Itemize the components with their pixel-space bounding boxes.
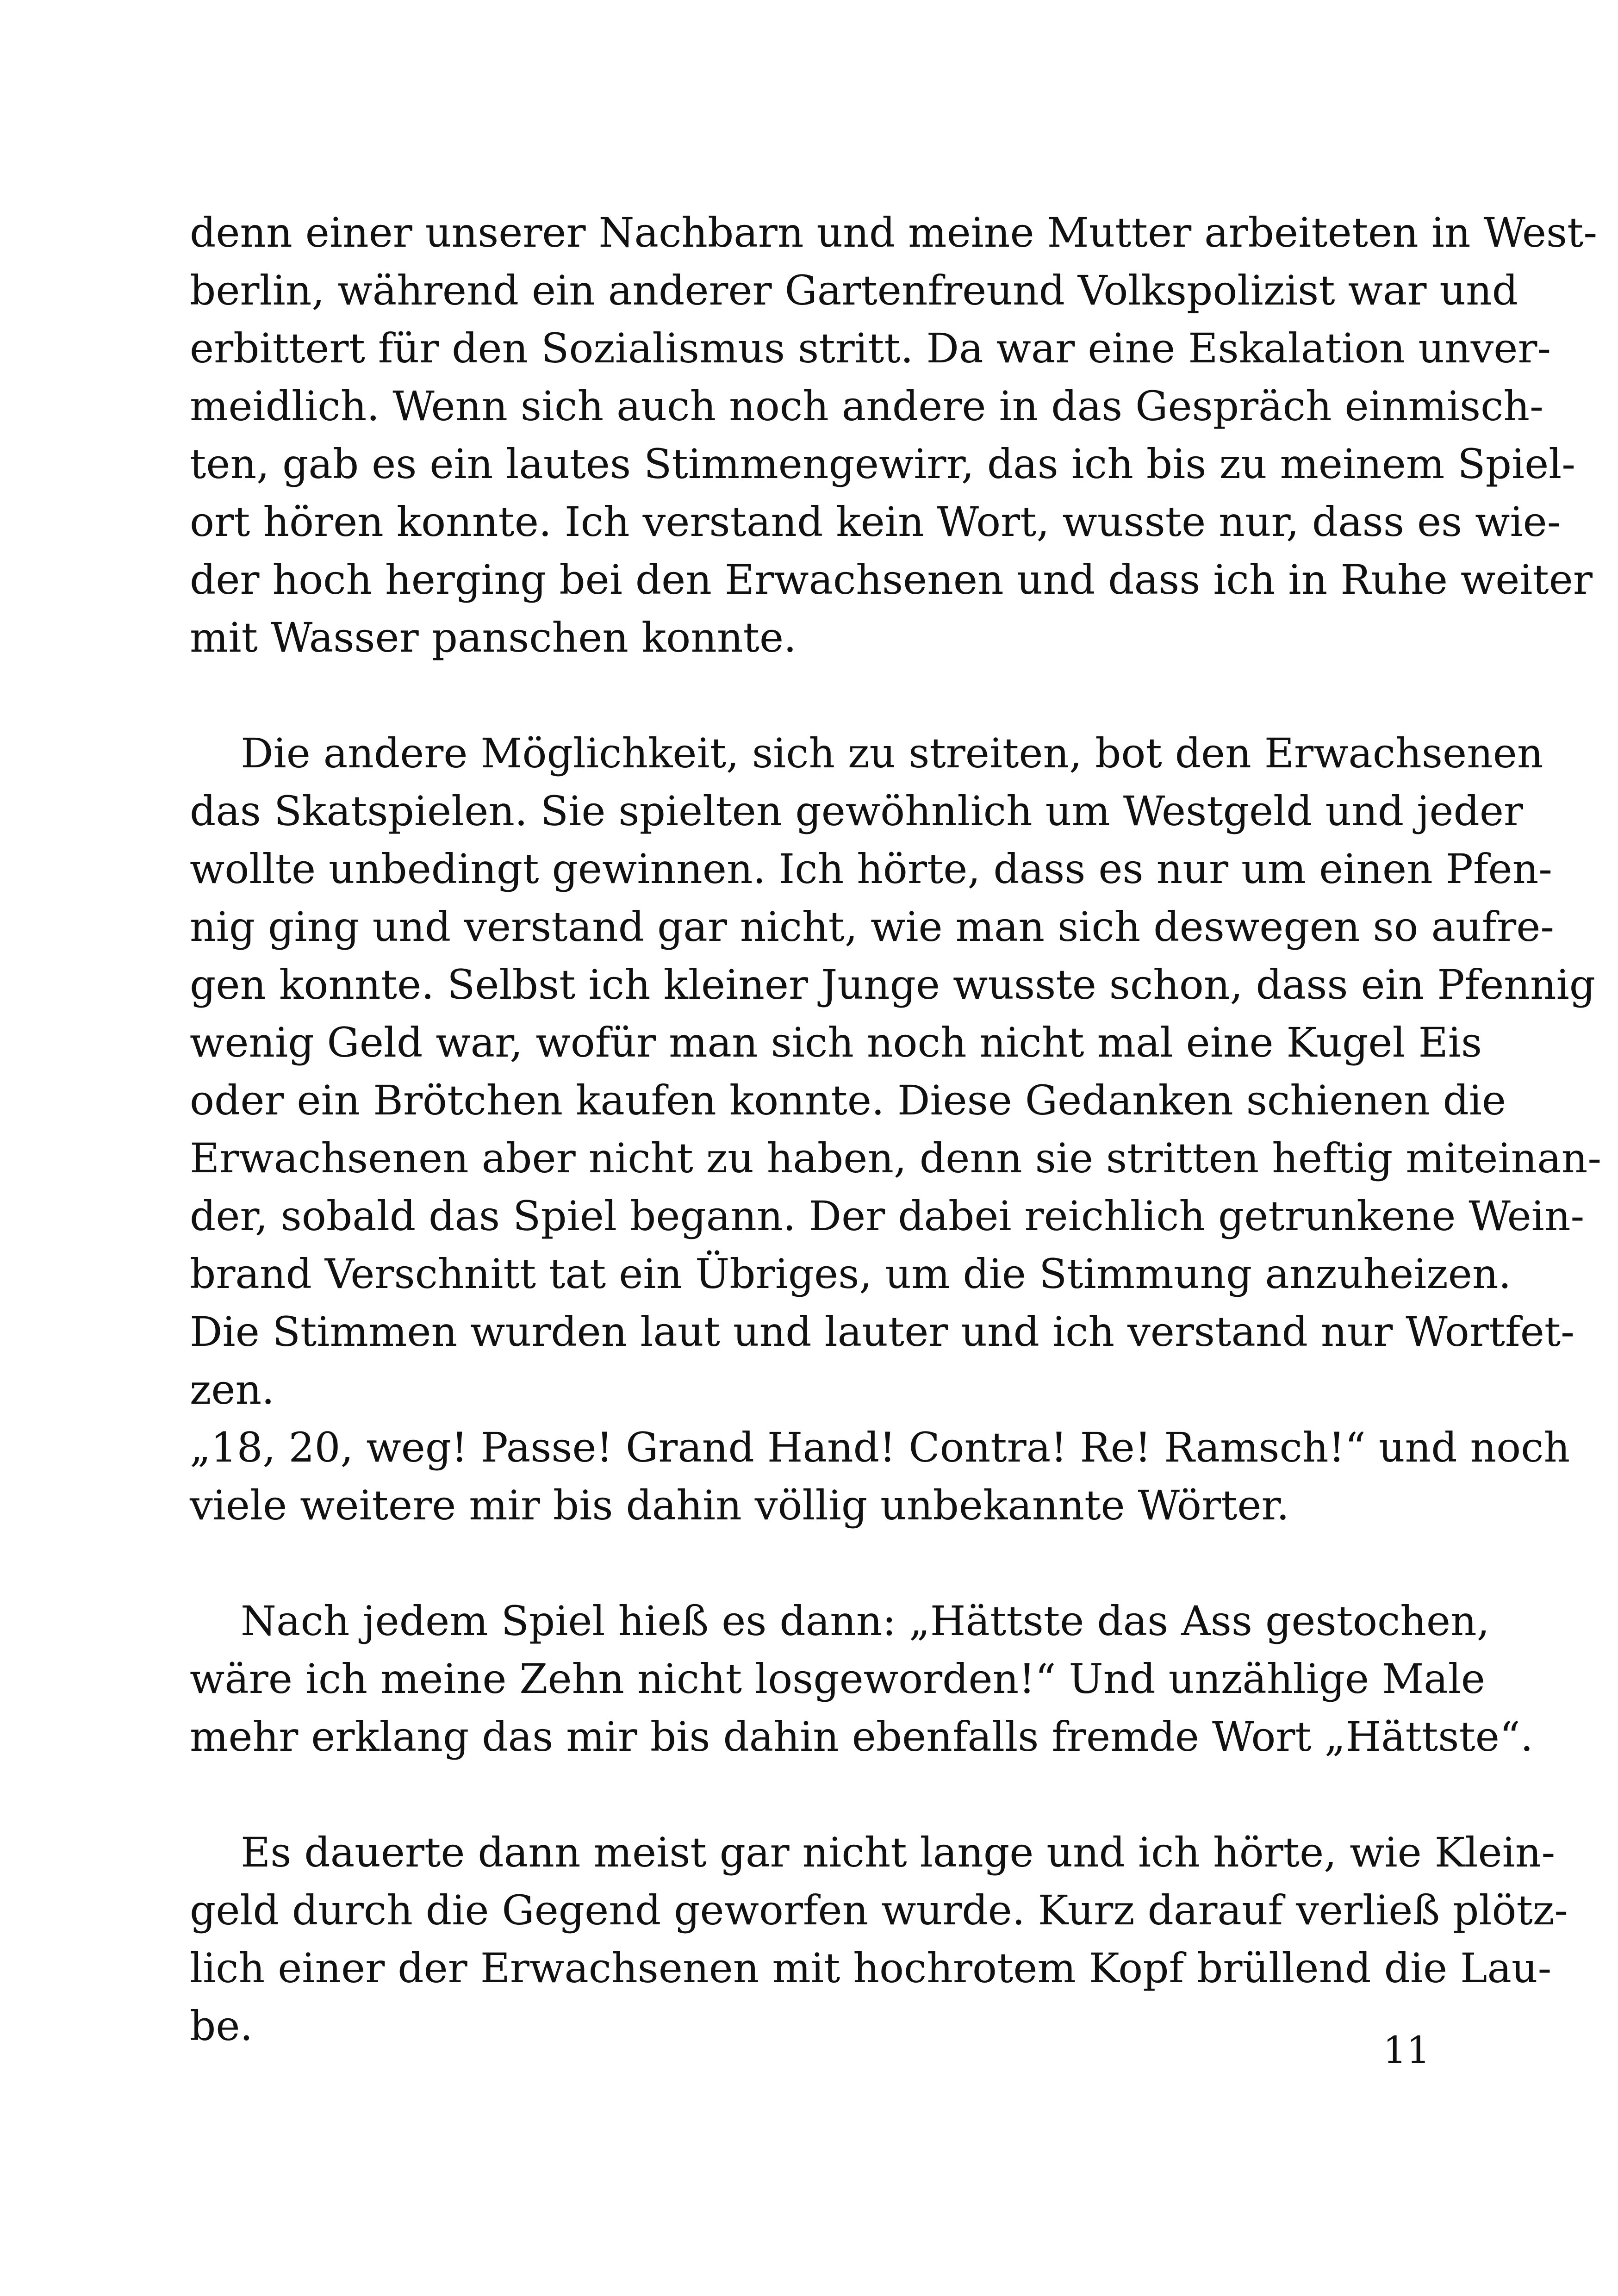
text-line: der hoch herging bei den Erwachsenen und dass ich in Ruhe weiter — [190, 556, 1593, 604]
text-line: oder ein Brötchen kaufen konnte. Diese Gedanken schienen die — [190, 1076, 1506, 1124]
text-line: erbittert für den Sozialismus stritt. Da war eine Eskalation unver- — [190, 324, 1551, 372]
text-line: lich einer der Erwachsenen mit hochrotem Kopf brüllend die Lau- — [190, 1944, 1552, 1992]
text-line: Erwachsenen aber nicht zu haben, denn sie stritten heftig miteinan- — [190, 1134, 1602, 1182]
text-line: das Skatspielen. Sie spielten gewöhnlich um Westgeld und jeder — [190, 787, 1523, 835]
text-line: wollte unbedingt gewinnen. Ich hörte, dass es nur um einen Pfen- — [190, 845, 1553, 893]
text-line: gen konnte. Selbst ich kleiner Junge wusste schon, dass ein Pfennig — [190, 961, 1596, 1008]
page-number: 11 — [1383, 2028, 1430, 2072]
text-line: ort hören konnte. Ich verstand kein Wort, wusste nur, dass es wie- — [190, 498, 1561, 546]
text-line: brand Verschnitt tat ein Übriges, um die Stimmung anzuheizen. — [190, 1250, 1512, 1298]
text-line: Nach jedem Spiel hieß es dann: „Hättste das Ass gestochen, — [241, 1597, 1490, 1645]
text-line: Es dauerte dann meist gar nicht lange und ich hörte, wie Klein- — [241, 1829, 1556, 1876]
text-line: der, sobald das Spiel begann. Der dabei reichlich getrunkene Wein- — [190, 1192, 1585, 1240]
paragraph-4 — [190, 1592, 1533, 1766]
text-line: mit Wasser panschen konnte. — [190, 614, 797, 661]
text-line: Die Stimmen wurden laut und lauter und ich verstand nur Wortfet- — [190, 1308, 1574, 1356]
text-line: mehr erklang das mir bis dahin ebenfalls fremde Wort „Hättste“. — [190, 1713, 1533, 1761]
text-line: geld durch die Gegend geworfen wurde. Kurz darauf verließ plötz- — [190, 1886, 1568, 1934]
text-line: be. — [190, 2002, 253, 2050]
text-line: zen. — [190, 1366, 275, 1413]
text-line: Die andere Möglichkeit, sich zu streiten, bot den Erwachsenen — [241, 729, 1543, 777]
text-line: ten, gab es ein lautes Stimmengewirr, das ich bis zu meinem Spiel- — [190, 440, 1576, 488]
paragraph-1 — [190, 204, 1598, 666]
text-line: berlin, während ein anderer Gartenfreund Volkspolizist war und — [190, 267, 1518, 314]
paragraph-5 — [190, 1823, 1568, 2055]
body-text — [190, 204, 1602, 2055]
text-line: viele weitere mir bis dahin völlig unbekannte Wörter. — [190, 1481, 1289, 1529]
text-line: wäre ich meine Zehn nicht losgeworden!“ Und unzählige Male — [190, 1655, 1485, 1703]
text-line: wenig Geld war, wofür man sich noch nicht mal eine Kugel Eis — [190, 1019, 1482, 1066]
text-line: denn einer unserer Nachbarn und meine Mutter arbeiteten in West- — [190, 209, 1598, 256]
paragraph-3 — [190, 1419, 1570, 1534]
text-line: nig ging und verstand gar nicht, wie man sich deswegen so aufre- — [190, 903, 1555, 951]
text-line: meidlich. Wenn sich auch noch andere in das Gespräch einmisch- — [190, 382, 1543, 430]
text-line: „18, 20, weg! Passe! Grand Hand! Contra! Re! Ramsch!“ und noch — [190, 1424, 1570, 1471]
paragraph-2 — [190, 724, 1602, 1419]
